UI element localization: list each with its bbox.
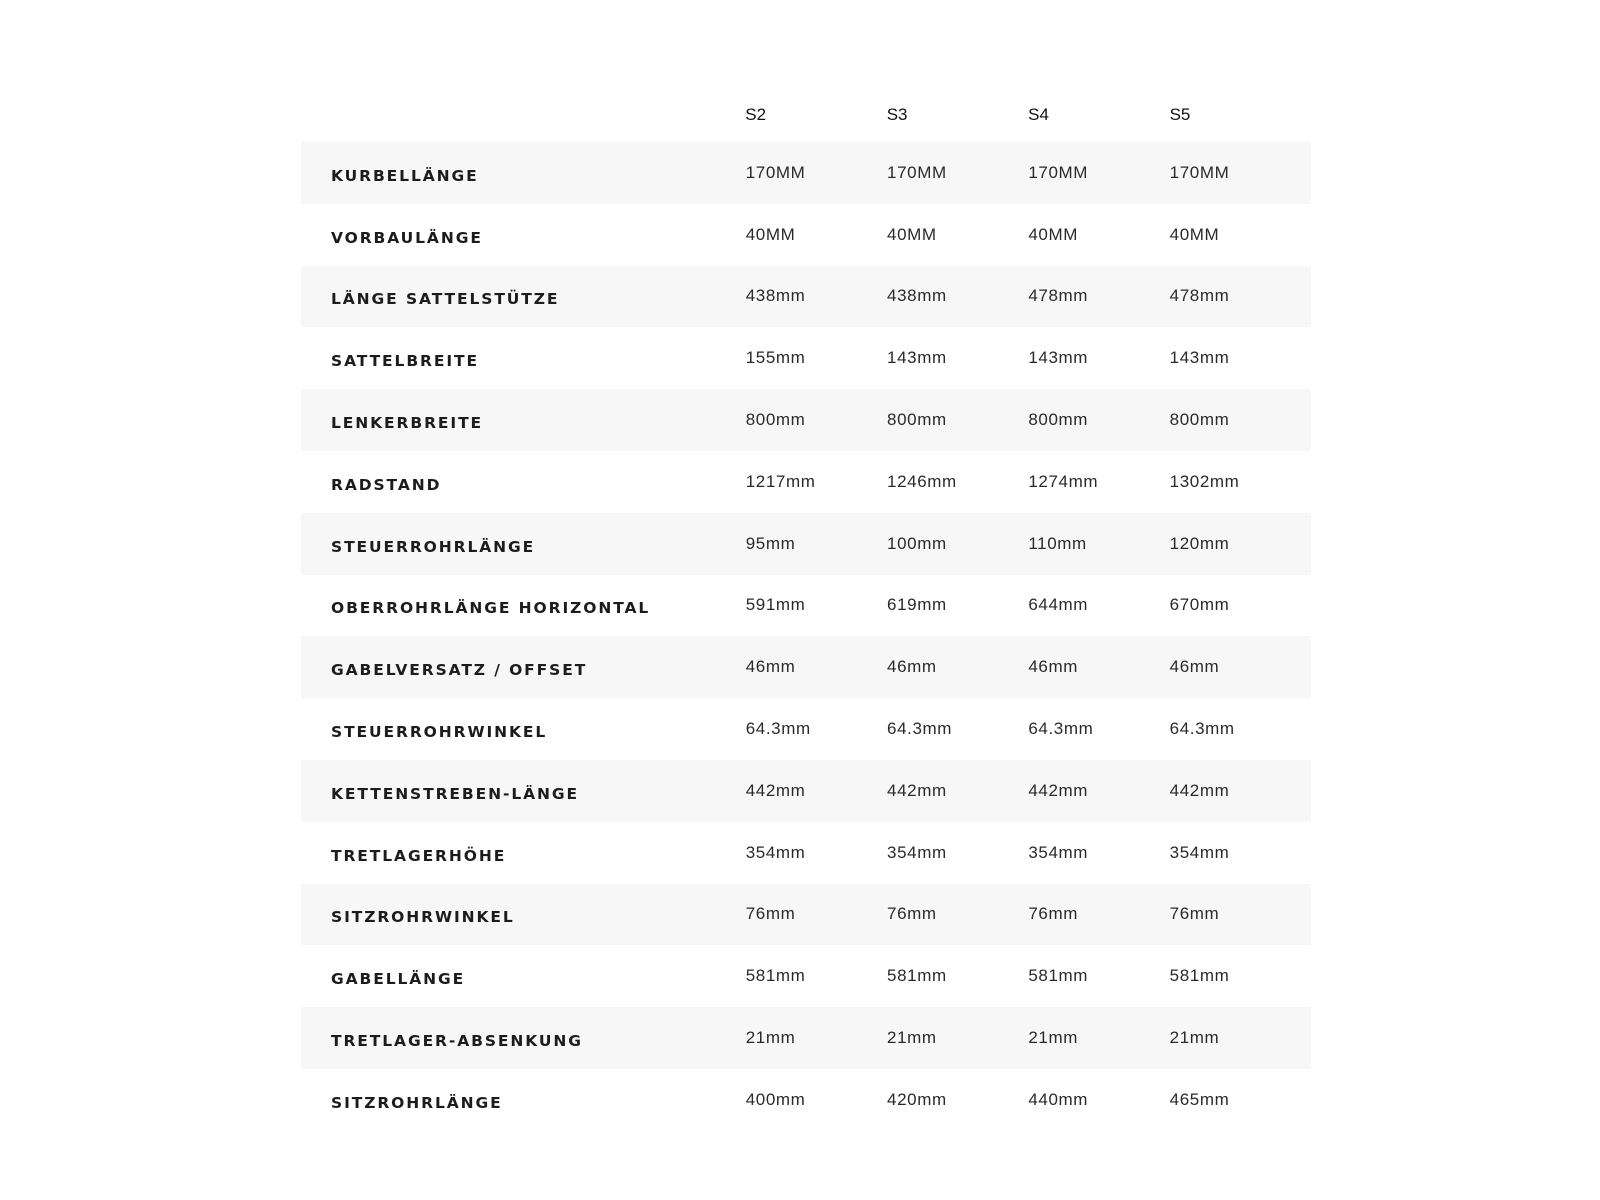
cell-value: 95mm <box>745 533 796 553</box>
cell-value: 46mm <box>887 657 937 677</box>
cell-value: 1217mm <box>745 471 816 491</box>
row-label: STEUERROHRLÄNGE <box>331 537 536 556</box>
cell-value: 120mm <box>1169 533 1230 553</box>
table-row <box>301 204 1311 266</box>
row-label: RADSTAND <box>331 475 442 494</box>
cell-value: 354mm <box>1028 842 1089 862</box>
cell-value: 21mm <box>1169 1028 1220 1048</box>
cell-value: 40MM <box>1028 224 1078 244</box>
table-row <box>301 389 1311 451</box>
cell-value: 143mm <box>887 348 947 368</box>
cell-value: 76mm <box>1169 904 1220 924</box>
cell-value: 143mm <box>1028 348 1089 368</box>
cell-value: 46mm <box>1028 657 1078 677</box>
cell-value: 1302mm <box>1169 471 1240 491</box>
cell-value: 170MM <box>887 162 947 182</box>
cell-value: 591mm <box>745 595 806 615</box>
cell-value: 170MM <box>1169 162 1230 182</box>
table-row <box>301 760 1311 822</box>
row-label: TRETLAGER-ABSENKUNG <box>331 1032 583 1051</box>
row-label: VORBAULÄNGE <box>331 228 483 247</box>
cell-value: 21mm <box>745 1028 796 1048</box>
cell-value: 442mm <box>745 780 806 800</box>
cell-value: 170MM <box>1028 162 1089 182</box>
cell-value: 143mm <box>1169 348 1230 368</box>
row-label: KETTENSTREBEN-LÄNGE <box>331 784 579 803</box>
row-label: LÄNGE SATTELSTÜTZE <box>331 290 560 309</box>
cell-value: 400mm <box>745 1089 806 1109</box>
cell-value: 40MM <box>745 224 796 244</box>
table-row <box>301 575 1311 637</box>
geometry-table <box>301 80 1311 1131</box>
table-row <box>301 513 1311 575</box>
cell-value: 581mm <box>745 966 806 986</box>
column-header-s2: S2 <box>745 105 767 124</box>
cell-value: 40MM <box>887 224 937 244</box>
cell-value: 619mm <box>887 595 947 615</box>
table-row <box>301 1007 1311 1069</box>
cell-value: 64.3mm <box>745 719 811 739</box>
cell-value: 581mm <box>887 966 947 986</box>
table-row <box>301 1069 1311 1131</box>
row-label: SITZROHRWINKEL <box>331 908 515 927</box>
row-label: GABELVERSATZ / OFFSET <box>331 661 588 680</box>
table-row <box>301 327 1311 389</box>
cell-value: 170MM <box>745 162 806 182</box>
table-row <box>301 266 1311 328</box>
cell-value: 670mm <box>1169 595 1230 615</box>
cell-value: 644mm <box>1028 595 1089 615</box>
table-header-row <box>301 80 1311 142</box>
cell-value: 21mm <box>887 1028 937 1048</box>
cell-value: 76mm <box>1028 904 1078 924</box>
cell-value: 40MM <box>1169 224 1220 244</box>
cell-value: 442mm <box>887 780 947 800</box>
cell-value: 478mm <box>1028 286 1089 306</box>
cell-value: 478mm <box>1169 286 1230 306</box>
cell-value: 581mm <box>1028 966 1089 986</box>
table-row <box>301 884 1311 946</box>
cell-value: 465mm <box>1169 1089 1230 1109</box>
cell-value: 581mm <box>1169 966 1230 986</box>
column-header-s4: S4 <box>1028 105 1049 124</box>
row-label: LENKERBREITE <box>331 414 484 433</box>
cell-value: 110mm <box>1028 533 1087 553</box>
column-header-s5: S5 <box>1169 105 1191 124</box>
table-row <box>301 142 1311 204</box>
cell-value: 100mm <box>887 533 947 553</box>
cell-value: 64.3mm <box>887 719 953 739</box>
row-label: OBERROHRLÄNGE HORIZONTAL <box>331 599 651 618</box>
cell-value: 46mm <box>745 657 796 677</box>
table-row <box>301 945 1311 1007</box>
column-header-s3: S3 <box>886 105 908 124</box>
cell-value: 46mm <box>1169 657 1220 677</box>
cell-value: 420mm <box>887 1089 947 1109</box>
cell-value: 354mm <box>745 842 806 862</box>
table-row <box>301 636 1311 698</box>
cell-value: 800mm <box>1028 410 1089 430</box>
table-row <box>301 451 1311 513</box>
table-row <box>301 698 1311 760</box>
cell-value: 354mm <box>1169 842 1230 862</box>
cell-value: 1246mm <box>887 471 957 491</box>
cell-value: 800mm <box>1169 410 1230 430</box>
row-label: SATTELBREITE <box>331 352 479 371</box>
cell-value: 442mm <box>1169 780 1230 800</box>
cell-value: 440mm <box>1028 1089 1089 1109</box>
row-label: TRETLAGERHÖHE <box>331 846 507 865</box>
cell-value: 354mm <box>887 842 947 862</box>
cell-value: 76mm <box>887 904 937 924</box>
cell-value: 438mm <box>887 286 947 306</box>
cell-value: 21mm <box>1028 1028 1078 1048</box>
table-row <box>301 822 1311 884</box>
cell-value: 64.3mm <box>1169 719 1235 739</box>
cell-value: 155mm <box>745 348 806 368</box>
row-label: STEUERROHRWINKEL <box>331 723 548 742</box>
cell-value: 76mm <box>745 904 796 924</box>
cell-value: 800mm <box>745 410 806 430</box>
cell-value: 800mm <box>887 410 947 430</box>
cell-value: 442mm <box>1028 780 1089 800</box>
row-label: GABELLÄNGE <box>331 970 466 989</box>
cell-value: 438mm <box>745 286 806 306</box>
row-label: SITZROHRLÄNGE <box>331 1093 503 1112</box>
cell-value: 1274mm <box>1028 471 1099 491</box>
cell-value: 64.3mm <box>1028 719 1094 739</box>
row-label: KURBELLÄNGE <box>331 166 479 185</box>
